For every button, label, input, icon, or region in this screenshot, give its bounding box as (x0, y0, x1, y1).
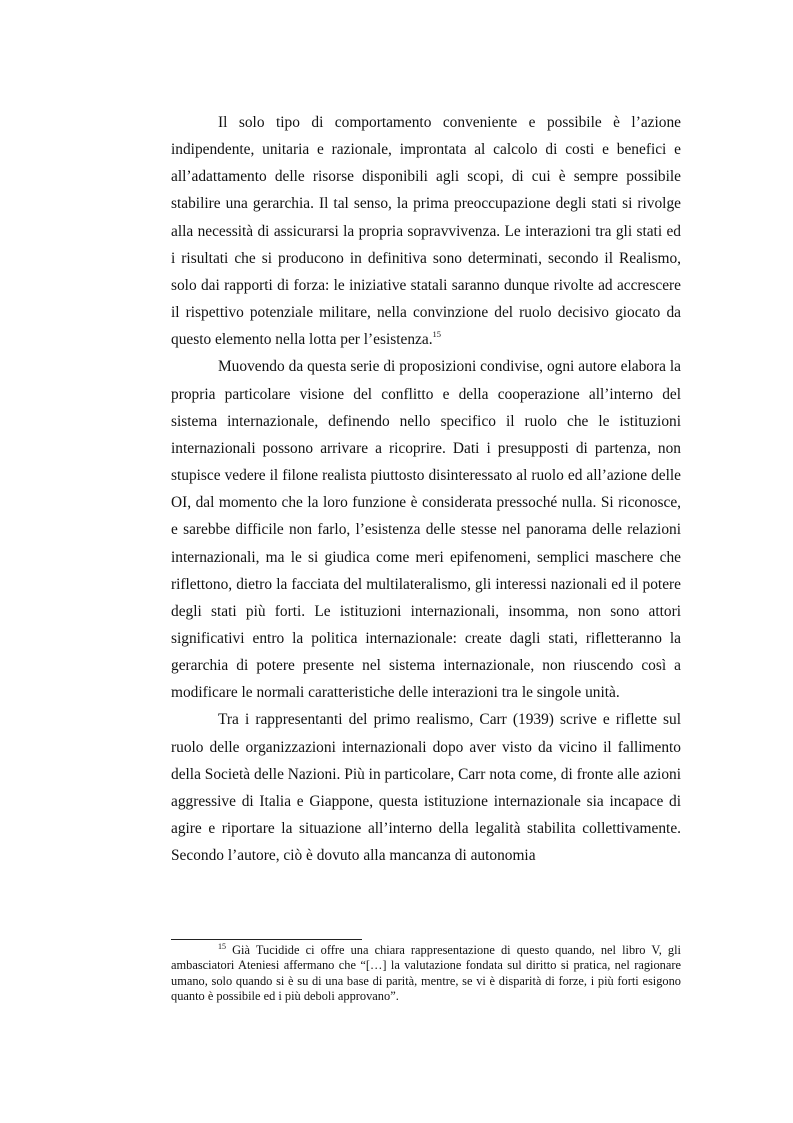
paragraph-1-text: Il solo tipo di comportamento conveniente e possibile è l’azione indipendente, unitaria e razionale, improntata al calcolo di costi e benefici e all’adattamento delle risorse disponibili agli scopi, di cui è sempre possibile stabilire una gerarchia. Il tal senso, la prima preoccupazione degli stati si rivolge alla necessità di assicurarsi la propria sopravvivenza. Le interazioni tra gli stati ed i risultati che si producono in definitiva sono determinati, secondo il Realismo, solo dai rapporti di forza: le iniziative statali saranno dunque rivolte ad accrescere il rispettivo potenziale militare, nella convinzione del ruolo decisivo giocato da questo elemento nella lotta per l’esistenza. (171, 114, 681, 349)
footnote-reference-15[interactable]: 15 (432, 329, 442, 340)
paragraph-2: Muovendo da questa serie di proposizioni condivise, ogni autore elabora la propria particolare visione del conflitto e della cooperazione all’interno del sistema internazionale, definendo nello specifico il ruolo che le istituzioni internazionali possono arrivare a ricoprire. Dati i presupposti di partenza, non stupisce vedere il filone realista piuttosto disinteressato al ruolo ed all’azione delle OI, dal momento che la loro funzione è considerata pressoché nulla. Si riconosce, e sarebbe difficile non farlo, l’esistenza delle stesse nel panorama delle relazioni internazionali, ma le si giudica come meri epifenomeni, semplici maschere che riflettono, dietro la facciata del multilateralismo, gli interessi nazionali ed il potere degli stati più forti. Le istituzioni internazionali, insomma, non sono attori significativi entro la politica internazionale: create dagli stati, rifletteranno la gerarchia di potere presente nel sistema internazionale, non riuscendo così a modificare le normali caratteristiche delle interazioni tra le singole unità. (171, 358, 681, 702)
body-text (171, 109, 681, 869)
footnote-15 (171, 943, 681, 1004)
footnote-number: 15 (218, 942, 226, 951)
footnote-separator (171, 939, 362, 940)
paragraph-1 (171, 109, 681, 353)
paragraph-3: Tra i rappresentanti del primo realismo, Carr (1939) scrive e riflette sul ruolo delle organizzazioni internazionali dopo aver visto da vicino il fallimento della Società delle Nazioni. Più in particolare, Carr nota come, di fronte alle azioni aggressive di Italia e Giappone, questa istituzione internazionale sia incapace di agire e riportare la situazione all’interno della legalità stabilita collettivamente. Secondo l’autore, ciò è dovuto alla mancanza di autonomia (171, 711, 681, 865)
footnote-text: Già Tucidide ci offre una chiara rappresentazione di questo quando, nel libro V, gli ambasciatori Ateniesi affermano che “[…] la valutazione fondata sul diritto si pratica, nel ragionare umano, solo quando si è su di una base di parità, mentre, se vi è disparità di forze, i più forti esigono quanto è possibile ed i più deboli approvano”. (171, 943, 681, 1003)
